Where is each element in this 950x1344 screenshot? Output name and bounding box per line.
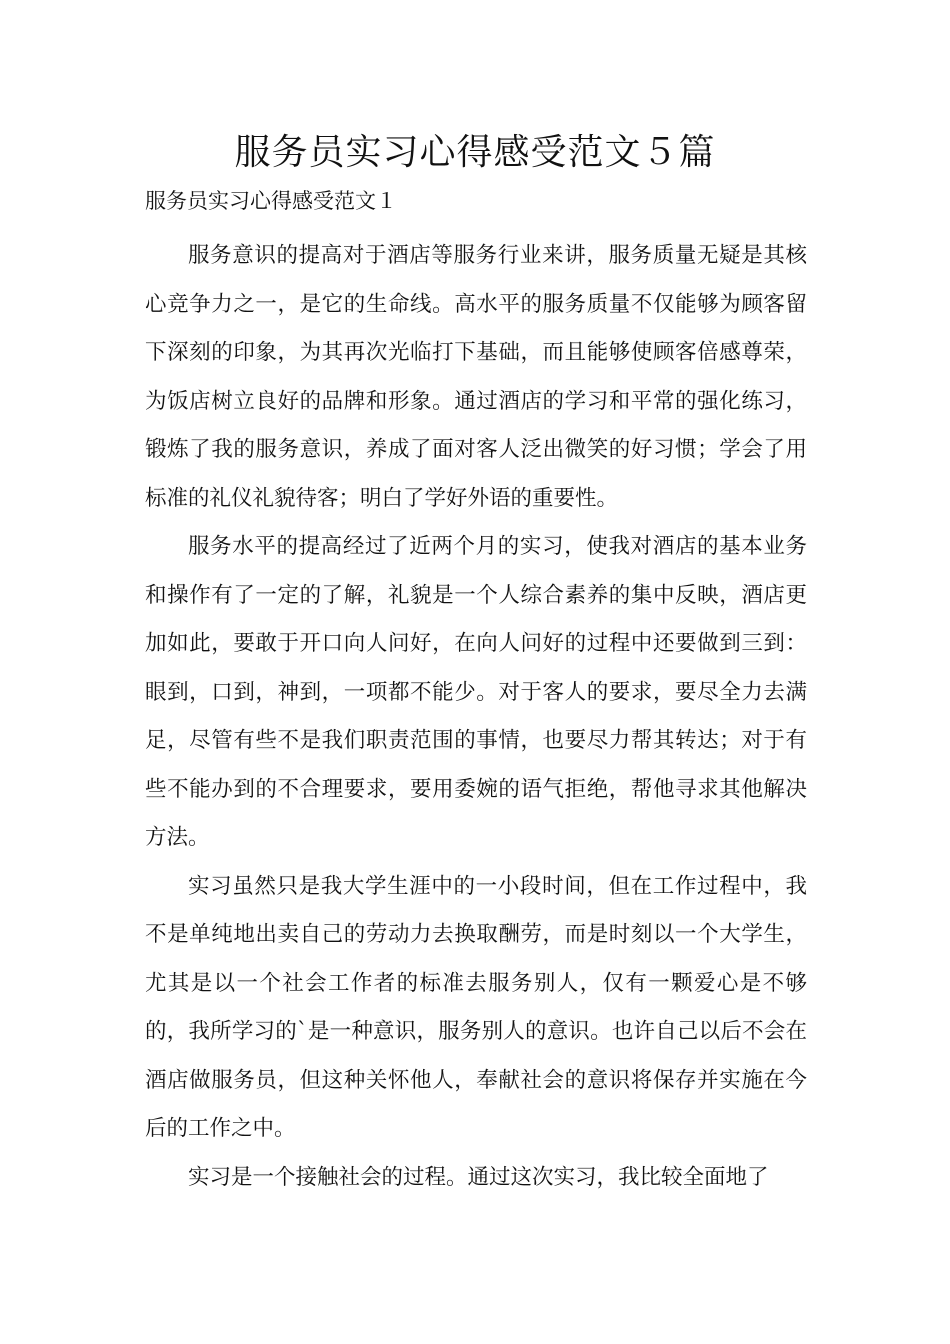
paragraph-1: 服务意识的提高对于酒店等服务行业来讲，服务质量无疑是其核心竞争力之一，是它的生命线。高水平的服务质量不仅能够为顾客留下深刻的印象，为其再次光临打下基础，而且能够使顾客倍感尊荣，为饭店树立良好的品牌和形象。通过酒店的学习和平常的强化练习，锻炼了我的服务意识，养成了面对客人泛出微笑的好习惯；学会了用标准的礼仪礼貌待客；明白了学好外语的重要性。 [145,243,807,511]
paragraph-2: 服务水平的提高经过了近两个月的实习，使我对酒店的基本业务和操作有了一定的了解，礼貌是一个人综合素养的集中反映，酒店更加如此，要敢于开口向人问好，在向人问好的过程中还要做到三到：眼到，口到，神到，一项都不能少。对于客人的要求，要尽全力去满足，尽管有些不是我们职责范围的事情，也要尽力帮其转达；对于有些不能办到的不合理要求，要用委婉的语气拒绝，帮他寻求其他解决方法。 [145,534,807,850]
paragraph-4: 实习是一个接触社会的过程。通过这次实习，我比较全面地了 [188,1164,769,1190]
paragraph-3: 实习虽然只是我大学生涯中的一小段时间，但在工作过程中，我不是单纯地出卖自己的劳动力去换取酬劳，而是时刻以一个大学生，尤其是以一个社会工作者的标准去服务别人，仅有一颗爱心是不够的，我所学习的`是一种意识，服务别人的意识。也许自己以后不会在酒店做服务员，但这种关怀他人，奉献社会的意识将保存并实施在今后的工作之中。 [145,873,807,1141]
section-heading: 服务员实习心得感受范文１ [145,189,397,213]
document-title: 服务员实习心得感受范文５篇 [234,132,716,173]
document-body [145,232,807,1202]
